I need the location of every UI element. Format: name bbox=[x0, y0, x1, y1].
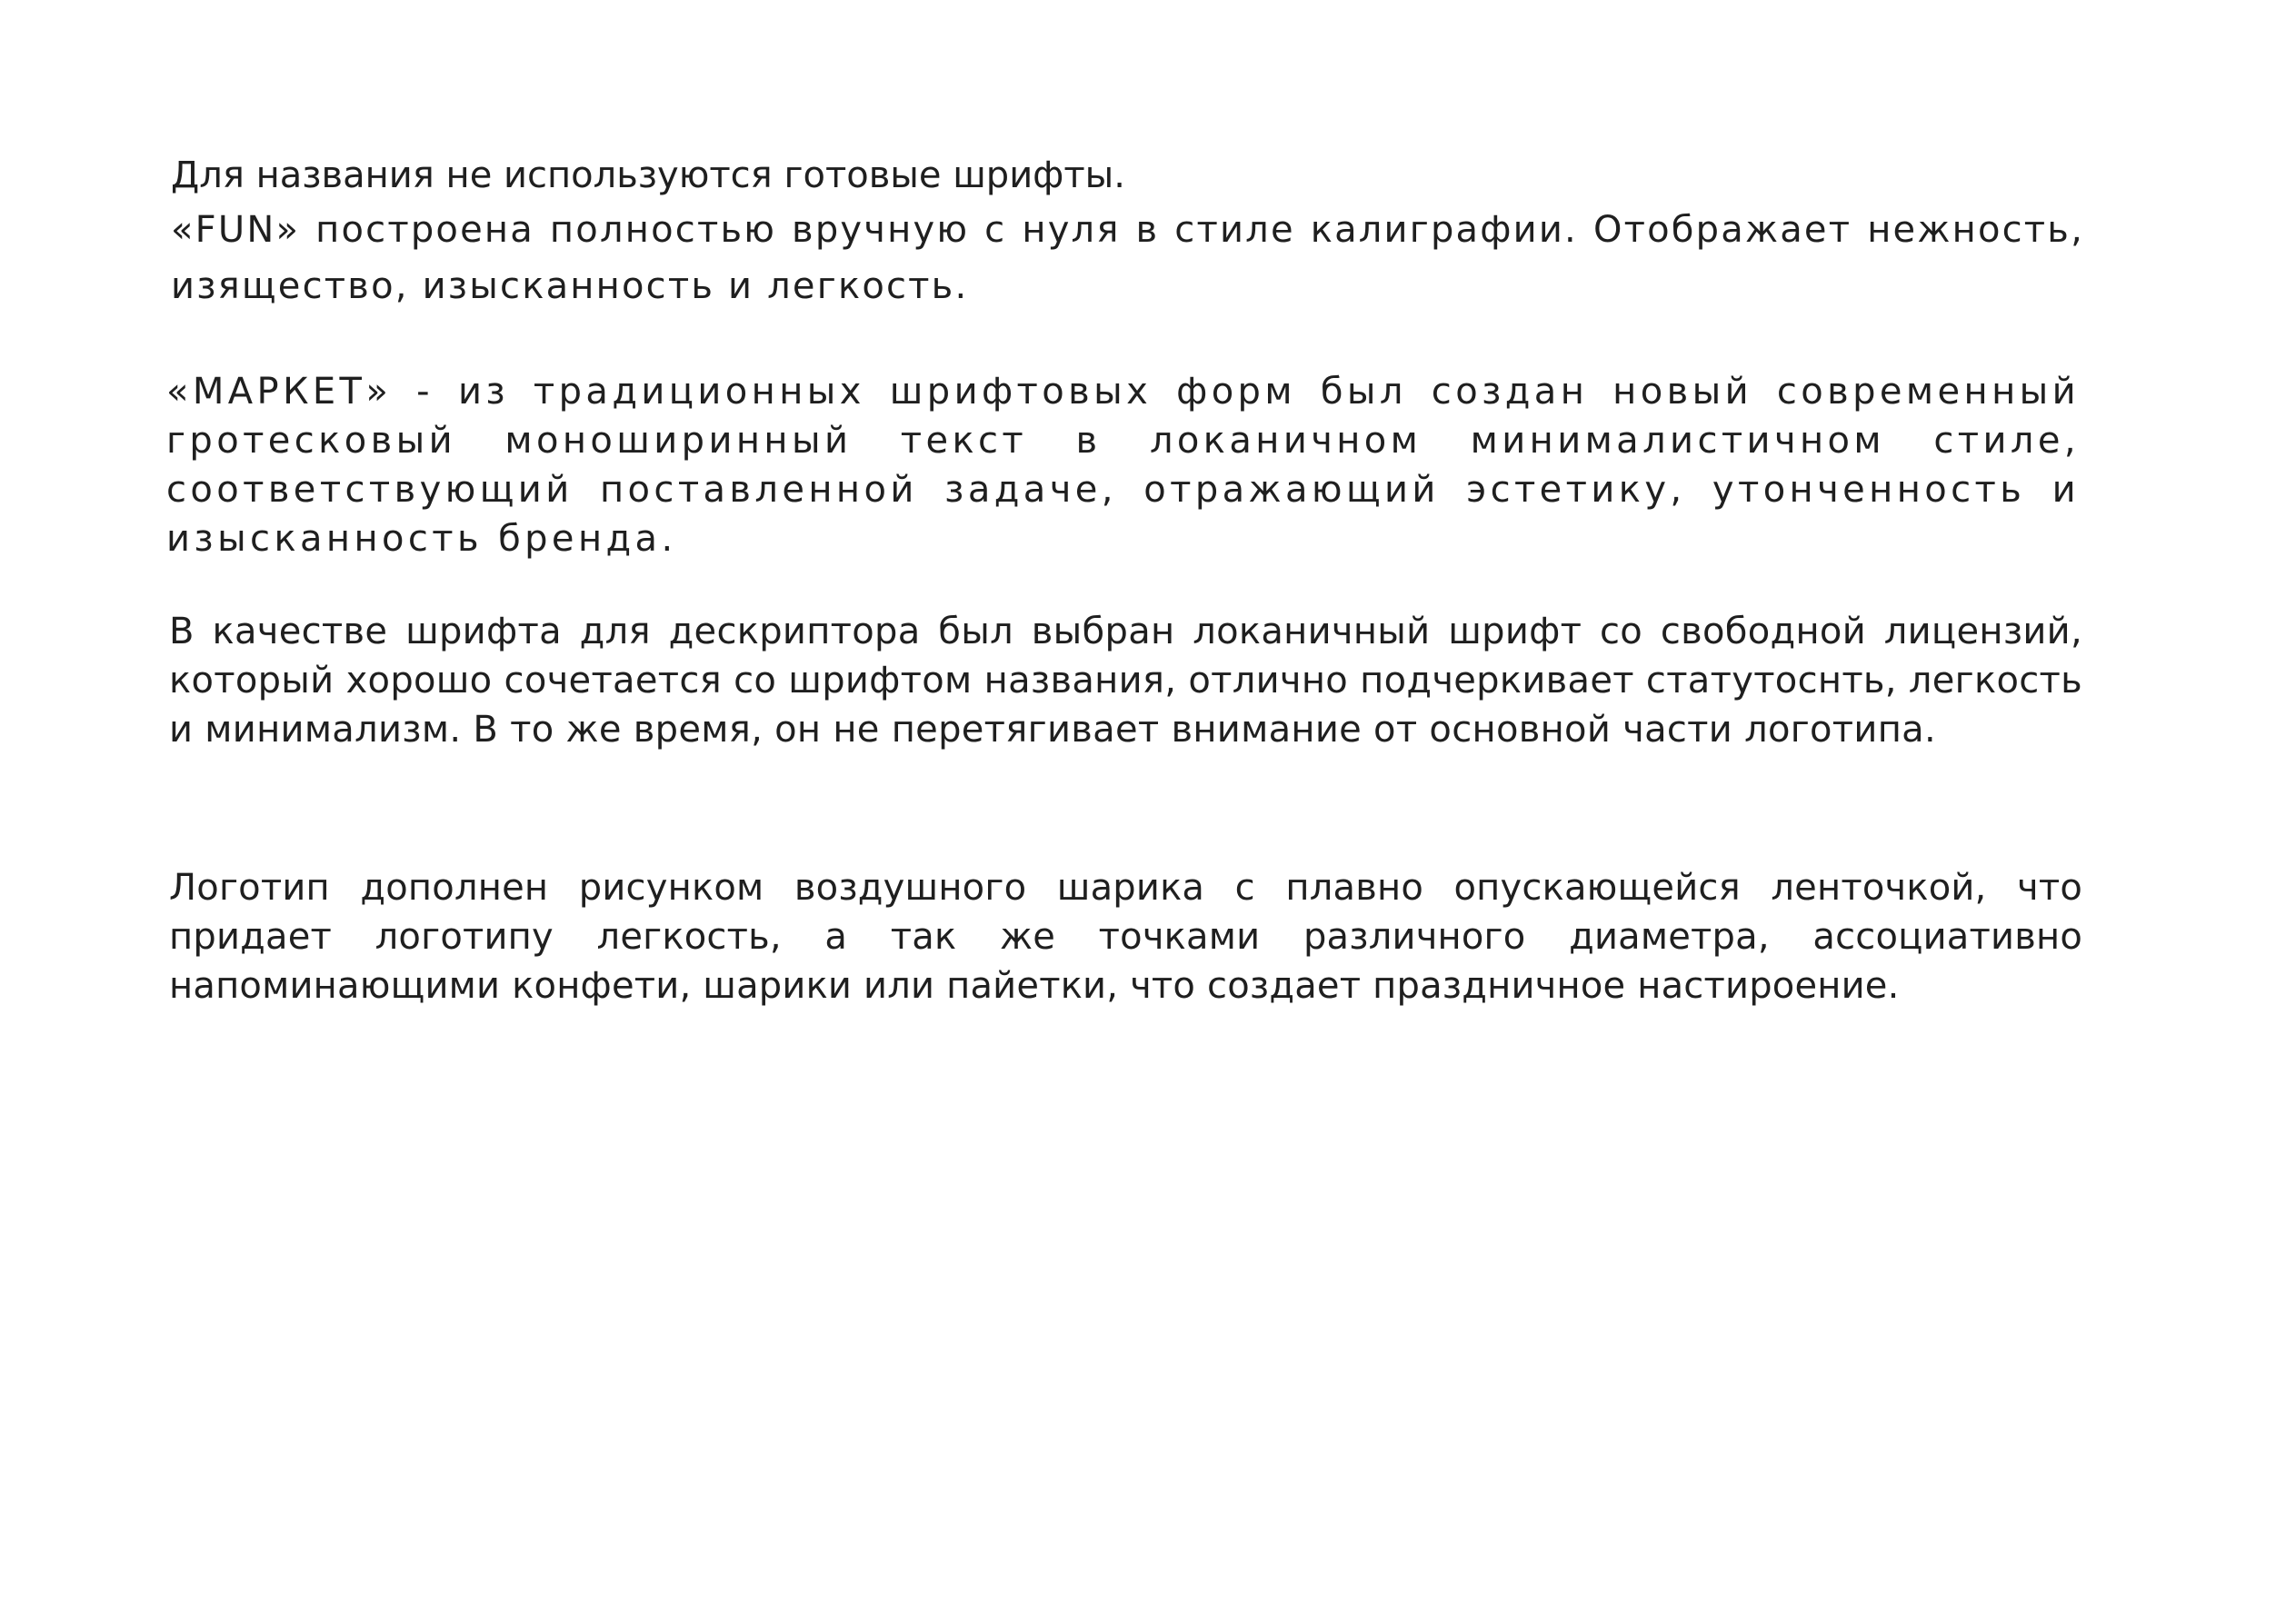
logo-paragraph: Логотип дополнен рисунком воздушного шарика с плавно опускающейся ленточкой, что придает логотипу легкость, а так же точками различного диаметра, ассоциативно напоминающими конфети, шарики или пайетки, что создает праздничное настироение. bbox=[169, 867, 2082, 1007]
intro-line-fonts: Для названия не используются готовые шрифты. bbox=[171, 154, 1125, 196]
market-paragraph: «МАРКЕТ» - из традиционных шрифтовых форм был создан новый современный гротесковый моноширинный текст в локаничном минималистичном стиле, соответствующий поставленной задаче, отражающий эстетику, утонченность и изысканность бренда. bbox=[166, 371, 2080, 560]
intro-line-fun: «FUN» построена полностью вручную с нуля в стиле калиграфии. Отображает нежность, изящество, изысканность и легкость. bbox=[171, 209, 2084, 307]
descriptor-paragraph: В качестве шрифта для дескриптора был выбран локаничный шрифт со свободной лицензий, который хорошо сочетается со шрифтом названия, отлично подчеркивает статутоснть, легкость и минимализм. В то же время, он не перетягивает внимание от основной части логотипа. bbox=[169, 611, 2082, 751]
intro-section bbox=[171, 149, 2084, 314]
